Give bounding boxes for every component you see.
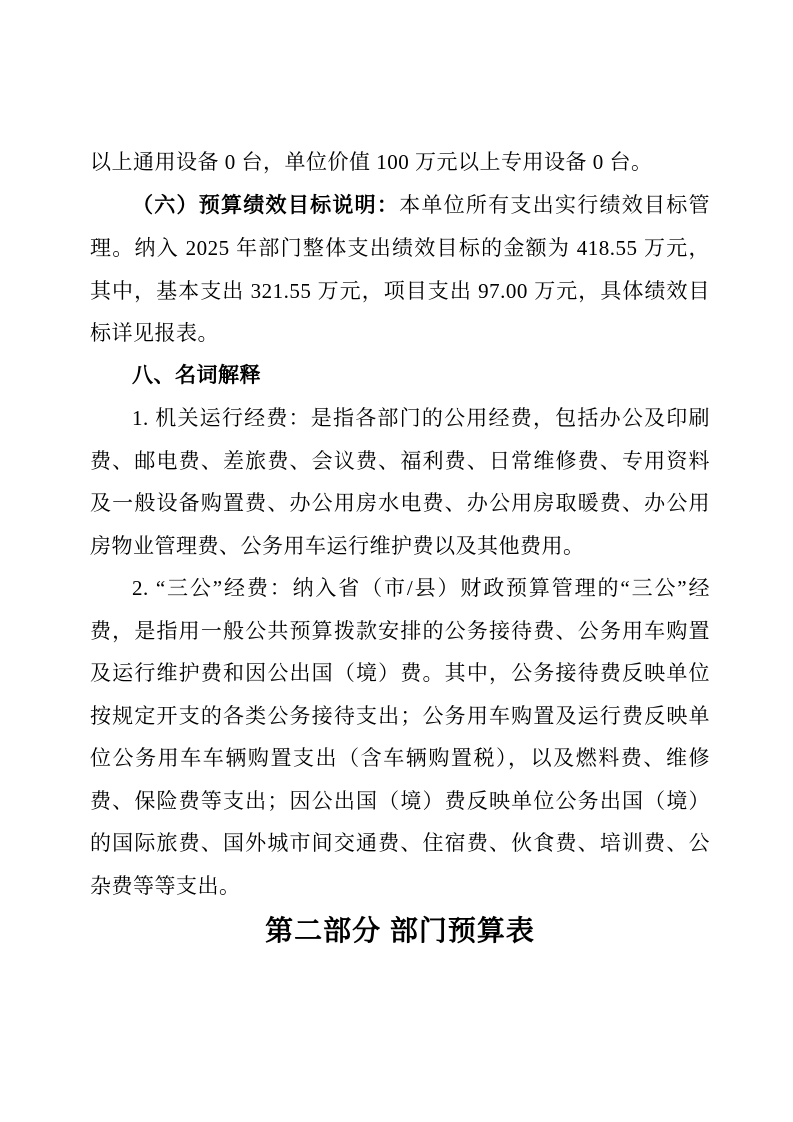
- term-item-agency-operating-funds: 1. 机关运行经费：是指各部门的公用经费，包括办公及印刷费、邮电费、差旅费、会议费、福利费、日常维修费、专用资料及一般设备购置费、办公用房水电费、办公用房取暖费、办公用房物业管理费、公务用车运行维护费以及其他费用。: [90, 406, 710, 558]
- budget-performance-text: 本单位所有支出实行绩效目标管理。纳入 2025 年部门整体支出绩效目标的金额为 418.55 万元，其中，基本支出 321.55 万元，项目支出 97.00 万元，具体绩效目标详见报表。: [90, 192, 711, 345]
- document-body: [90, 141, 710, 907]
- section-heading-glossary: 八、名词解释: [132, 363, 261, 387]
- budget-performance-lead: （六）预算绩效目标说明：: [132, 193, 400, 217]
- continuation-paragraph: 以上通用设备 0 台，单位价值 100 万元以上专用设备 0 台。: [90, 150, 653, 174]
- term-item-three-public-expenses: 2. “三公”经费：纳入省（市/县）财政预算管理的“三公”经费，是指用一般公共预算拨款安排的公务接待费、公务用车购置及运行维护费和因公出国（境）费。其中，公务接待费反映单位按规定开支的各类公务接待支出；公务用车购置及运行费反映单位公务用车车辆购置支出（含车辆购置税），以及燃料费、维修费、保险费等支出；因公出国（境）费反映单位公务出国（境）的国际旅费、国外城市间交通费、住宿费、伙食费、培训费、公杂费等等支出。: [90, 576, 710, 898]
- part-two-title: 第二部分 部门预算表: [265, 915, 535, 946]
- budget-performance-paragraph: [90, 184, 710, 355]
